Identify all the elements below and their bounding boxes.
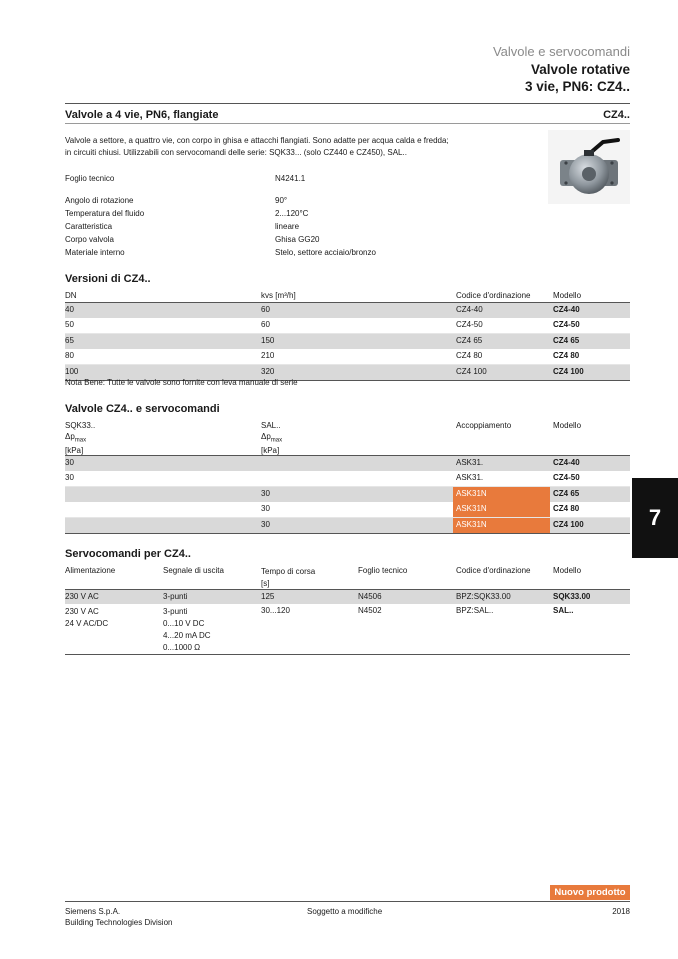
cell: CZ4 80: [553, 504, 580, 513]
footer-center: Soggetto a modifiche: [307, 907, 383, 916]
footer-company-block: [65, 906, 172, 928]
dp-label: [261, 432, 282, 446]
cell: BPZ:SAL..: [456, 606, 494, 615]
cell: N4502: [358, 606, 382, 615]
header-rule: [65, 103, 630, 104]
cell: CZ4-40: [553, 305, 580, 314]
table-row: [65, 349, 630, 365]
header-subtitle: 3 vie, PN6: CZ4..: [524, 79, 630, 94]
cell: CZ4 65: [553, 336, 580, 345]
table-row: [65, 334, 630, 349]
spec-label: Angolo di rotazione: [65, 196, 134, 205]
cell: 30: [261, 520, 270, 529]
cell: 100: [65, 367, 79, 376]
cell: ASK31.: [456, 458, 484, 467]
col-header-time: [261, 566, 315, 589]
footer-company: Siemens S.p.A.: [65, 907, 121, 916]
cell: CZ4 80: [553, 351, 580, 360]
table-header-row: [65, 564, 630, 590]
cell: 30: [65, 458, 74, 467]
section-rule: [65, 123, 630, 124]
product-description: [65, 135, 495, 158]
cell-highlight: ASK31N: [453, 502, 550, 517]
cell: CZ4 65: [553, 489, 580, 498]
table-row: [65, 456, 630, 471]
new-product-badge: Nuovo prodotto: [550, 885, 630, 900]
dp-subscript: max: [74, 437, 87, 444]
dp-unit: [kPa]: [65, 445, 84, 455]
valves-actuators-table: [65, 419, 630, 534]
cell-line: 0...10 V DC: [163, 619, 205, 628]
cell-highlight: ASK31N: [453, 518, 550, 533]
cell: CZ4-50: [553, 320, 580, 329]
cell: 50: [65, 320, 74, 329]
cell: 230 V AC: [65, 592, 99, 601]
table-row: [65, 604, 630, 655]
cell: 40: [65, 305, 74, 314]
col-header: Alimentazione: [65, 566, 116, 575]
cell: CZ4 80: [456, 351, 483, 360]
cell: CZ4-50: [456, 320, 483, 329]
actuators-title: Servocomandi per CZ4..: [65, 548, 191, 560]
cell: SAL..: [553, 606, 574, 615]
col-header-unit: [s]: [261, 578, 270, 588]
col-header-sqk: [65, 421, 95, 456]
table-header-row: [65, 419, 630, 456]
footer-division: Building Technologies Division: [65, 918, 173, 927]
datasheet-value: N4241.1: [275, 174, 306, 183]
actuators-table: [65, 564, 630, 655]
datasheet-label: Foglio tecnico: [65, 174, 115, 183]
table-row: [65, 303, 630, 318]
spec-value: Ghisa GG20: [275, 235, 320, 244]
cell: CZ4-50: [553, 473, 580, 482]
cell: N4506: [358, 592, 382, 601]
header-category: Valvole e servocomandi: [492, 44, 630, 59]
footer-year: 2018: [612, 907, 630, 916]
dp-subscript: max: [270, 437, 283, 444]
col-header: Modello: [553, 566, 582, 575]
col-header: Modello: [553, 291, 582, 300]
table-row: [65, 502, 630, 518]
table-header-row: [65, 289, 630, 303]
cell: 125: [261, 592, 275, 601]
dp-symbol: Δp: [65, 431, 75, 441]
col-header: SAL..: [261, 421, 281, 430]
cell-supply: [65, 606, 108, 630]
col-header: Segnale di uscita: [163, 566, 224, 575]
col-header: Tempo di corsa: [261, 567, 316, 576]
dp-symbol: Δp: [261, 431, 271, 441]
spec-value: lineare: [275, 222, 300, 231]
col-header: DN: [65, 291, 77, 300]
versions-table: [65, 289, 630, 381]
table-row: [65, 318, 630, 334]
spec-label: Materiale interno: [65, 248, 125, 257]
cell-signal: [163, 606, 211, 654]
cell: 3-punti: [163, 592, 188, 601]
chapter-tab: 7: [632, 478, 678, 558]
header-title: Valvole rotative: [530, 62, 630, 77]
cell: SQK33.00: [553, 592, 591, 601]
spec-label: Temperatura del fluido: [65, 209, 145, 218]
cell-line: 0...1000 Ω: [163, 643, 201, 652]
cell: 30...120: [261, 606, 290, 615]
cell: ASK31.: [456, 473, 484, 482]
cell: 30: [65, 473, 74, 482]
spec-value: 2...120°C: [275, 209, 309, 218]
cell-line: 24 V AC/DC: [65, 619, 109, 628]
cell: CZ4 65: [456, 336, 483, 345]
spec-label: Caratteristica: [65, 222, 113, 231]
description-line: Valvole a settore, a quattro vie, con corpo in ghisa e attacchi flangiati. Sono adatte per acqua calda e fredda;: [65, 136, 449, 145]
cell: CZ4 100: [553, 367, 584, 376]
dp-label: [65, 432, 95, 446]
spec-value: 90°: [275, 196, 288, 205]
cell-line: 230 V AC: [65, 607, 99, 616]
cell: 150: [261, 336, 275, 345]
table-row: [65, 590, 630, 604]
cell: 210: [261, 351, 275, 360]
col-header: SQK33..: [65, 421, 96, 430]
versions-title: Versioni di CZ4..: [65, 273, 151, 285]
cell: 30: [261, 489, 270, 498]
versions-note: Nota Bene: Tutte le valvole sono fornite con leva manuale di serie: [65, 378, 298, 387]
section-code: CZ4..: [603, 109, 630, 121]
valves-actuators-title: Valvole CZ4.. e servocomandi: [65, 403, 220, 415]
cell: CZ4-40: [456, 305, 483, 314]
col-header: Codice d'ordinazione: [456, 291, 531, 300]
cell: 80: [65, 351, 74, 360]
cell: BPZ:SQK33.00: [456, 592, 511, 601]
spec-value: Stelo, settore acciaio/bronzo: [275, 248, 376, 257]
cell: 60: [261, 320, 270, 329]
dp-unit: [kPa]: [261, 445, 280, 455]
footer-rule: [65, 901, 630, 902]
cell: 65: [65, 336, 74, 345]
table-row: [65, 471, 630, 487]
cell-highlight: ASK31N: [453, 487, 550, 502]
spec-label: Corpo valvola: [65, 235, 114, 244]
col-header: kvs [m³/h]: [261, 291, 296, 300]
cell: 30: [261, 504, 270, 513]
section-title: Valvole a 4 vie, PN6, flangiate: [65, 109, 219, 121]
cell-line: 3-punti: [163, 607, 188, 616]
col-header: Modello: [553, 421, 582, 430]
col-header-sal: [261, 421, 282, 456]
description-line: in circuiti chiusi. Utilizzabili con servocomandi delle serie: SQK33... (solo CZ440 e CZ450), SAL..: [65, 147, 407, 157]
col-header: Foglio tecnico: [358, 566, 408, 575]
cell-line: 4...20 mA DC: [163, 631, 211, 640]
table-row: [65, 518, 630, 534]
cell: 60: [261, 305, 270, 314]
table-row: [65, 487, 630, 502]
cell: CZ4 100: [553, 520, 584, 529]
col-header: Codice d'ordinazione: [456, 566, 531, 575]
cell: CZ4 100: [456, 367, 487, 376]
valve-product-image: [548, 130, 630, 204]
cell: 320: [261, 367, 275, 376]
cell: CZ4-40: [553, 458, 580, 467]
col-header: Accoppiamento: [456, 421, 512, 430]
